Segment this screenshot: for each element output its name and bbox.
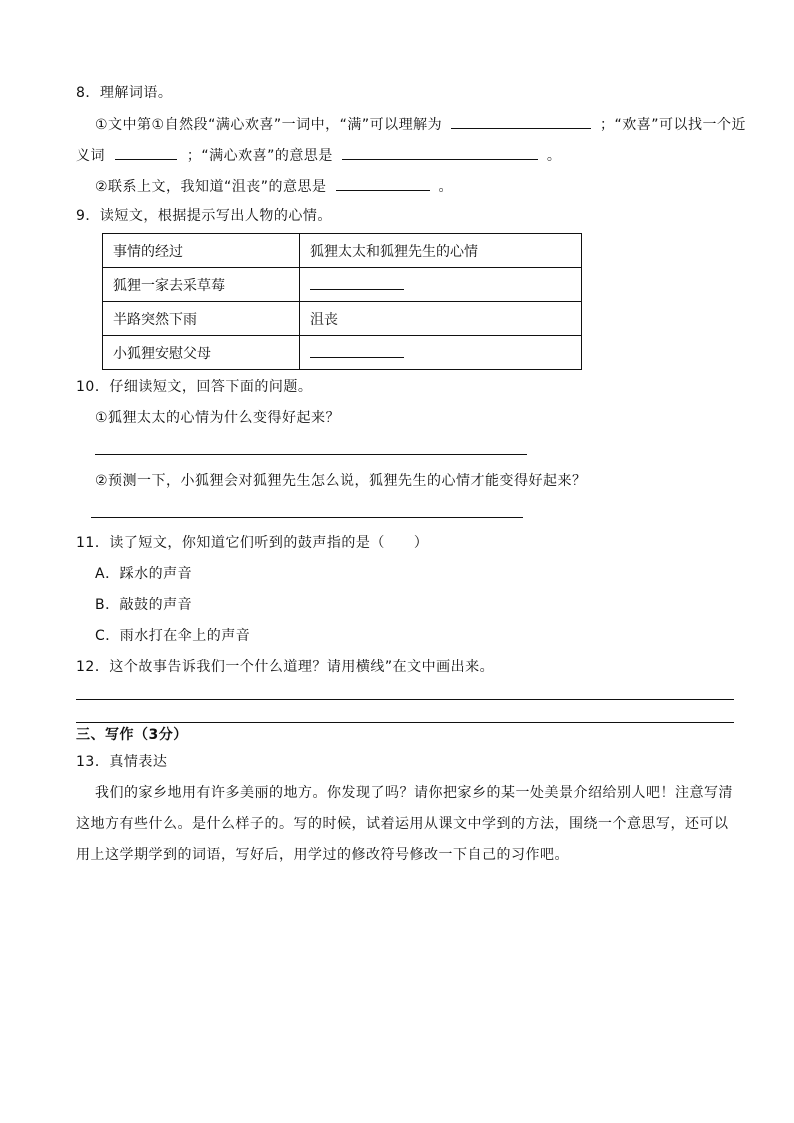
table-cell-mood: 沮丧 bbox=[300, 302, 582, 336]
q12-answer-line-1[interactable] bbox=[76, 699, 734, 700]
q9-title: 9．读短文，根据提示写出人物的心情。 bbox=[76, 208, 332, 224]
section-title: 三、写作（3分） bbox=[76, 727, 188, 743]
q10-answer-line-1[interactable] bbox=[95, 454, 527, 455]
q8-line3-text-b: 。 bbox=[438, 179, 453, 195]
q12-answer-line-2[interactable] bbox=[76, 722, 734, 723]
table-header-cell: 狐狸太太和狐狸先生的心情 bbox=[300, 234, 582, 268]
q8-line3 bbox=[95, 176, 453, 196]
table-cell-event: 小狐狸安慰父母 bbox=[103, 336, 300, 370]
table-row bbox=[103, 268, 582, 302]
q11-option-c[interactable]: C．雨水打在伞上的声音 bbox=[95, 628, 251, 644]
q8-line1 bbox=[95, 114, 746, 134]
q8-line1-text-b: ；“欢喜”可以找一个近 bbox=[600, 117, 747, 133]
q10-answer-line-2[interactable] bbox=[91, 517, 523, 518]
table-header-row bbox=[103, 234, 582, 268]
q11-option-a[interactable]: A．踩水的声音 bbox=[95, 566, 193, 582]
table-header-cell: 事情的经过 bbox=[103, 234, 300, 268]
q13-paragraph-line: 用上这学期学到的词语，写好后，用学过的修改符号修改一下自己的习作吧。 bbox=[76, 847, 569, 863]
q10-sub2: ②预测一下，小狐狸会对狐狸先生怎么说，狐狸先生的心情才能变得好起来？ bbox=[95, 473, 587, 489]
mood-table bbox=[102, 233, 582, 370]
q8-line2-text-c: 。 bbox=[546, 148, 562, 164]
q8-blank-man[interactable] bbox=[451, 114, 591, 129]
q13-paragraph-line: 这地方有些什么。是什么样子的。写的时候，试着运用从课文中学到的方法，围绕一个意思写，还可以 bbox=[76, 816, 729, 832]
q8-blank-jusang[interactable] bbox=[336, 176, 430, 191]
q8-title: 8．理解词语。 bbox=[76, 85, 173, 101]
q8-line1-text-a: ①文中第①自然段“满心欢喜”一词中，“满”可以理解为 bbox=[95, 117, 443, 133]
q8-blank-meaning[interactable] bbox=[342, 145, 538, 160]
table-cell-mood bbox=[300, 336, 582, 370]
q8-line3-text-a: ②联系上文，我知道“沮丧”的意思是 bbox=[95, 179, 327, 195]
table-cell-event: 狐狸一家去采草莓 bbox=[103, 268, 300, 302]
q10-sub1: ①狐狸太太的心情为什么变得好起来？ bbox=[95, 410, 341, 426]
q8-blank-synonym[interactable] bbox=[115, 145, 177, 160]
table-cell-event: 半路突然下雨 bbox=[103, 302, 300, 336]
table-row bbox=[103, 302, 582, 336]
q8-line2 bbox=[76, 145, 561, 165]
q8-line2-text-a: 义词 bbox=[76, 148, 105, 164]
mood-blank-1[interactable] bbox=[310, 275, 404, 290]
q13-paragraph-line: 我们的家乡地用有许多美丽的地方。你发现了吗？请你把家乡的某一处美景介绍给别人吧！注意写清 bbox=[95, 785, 733, 801]
q13-title: 13．真情表达 bbox=[76, 754, 168, 770]
q12-title: 12．这个故事告诉我们一个什么道理？请用横线”在文中画出来。 bbox=[76, 659, 495, 675]
q10-title: 10．仔细读短文，回答下面的问题。 bbox=[76, 379, 313, 395]
q8-line2-text-b: ；“满心欢喜”的意思是 bbox=[186, 148, 333, 164]
q11-title: 11．读了短文，你知道它们听到的鼓声指的是（ ） bbox=[76, 535, 429, 551]
table-cell-mood bbox=[300, 268, 582, 302]
mood-blank-2[interactable] bbox=[310, 343, 404, 358]
q11-option-b[interactable]: B．敲鼓的声音 bbox=[95, 597, 193, 613]
table-row bbox=[103, 336, 582, 370]
